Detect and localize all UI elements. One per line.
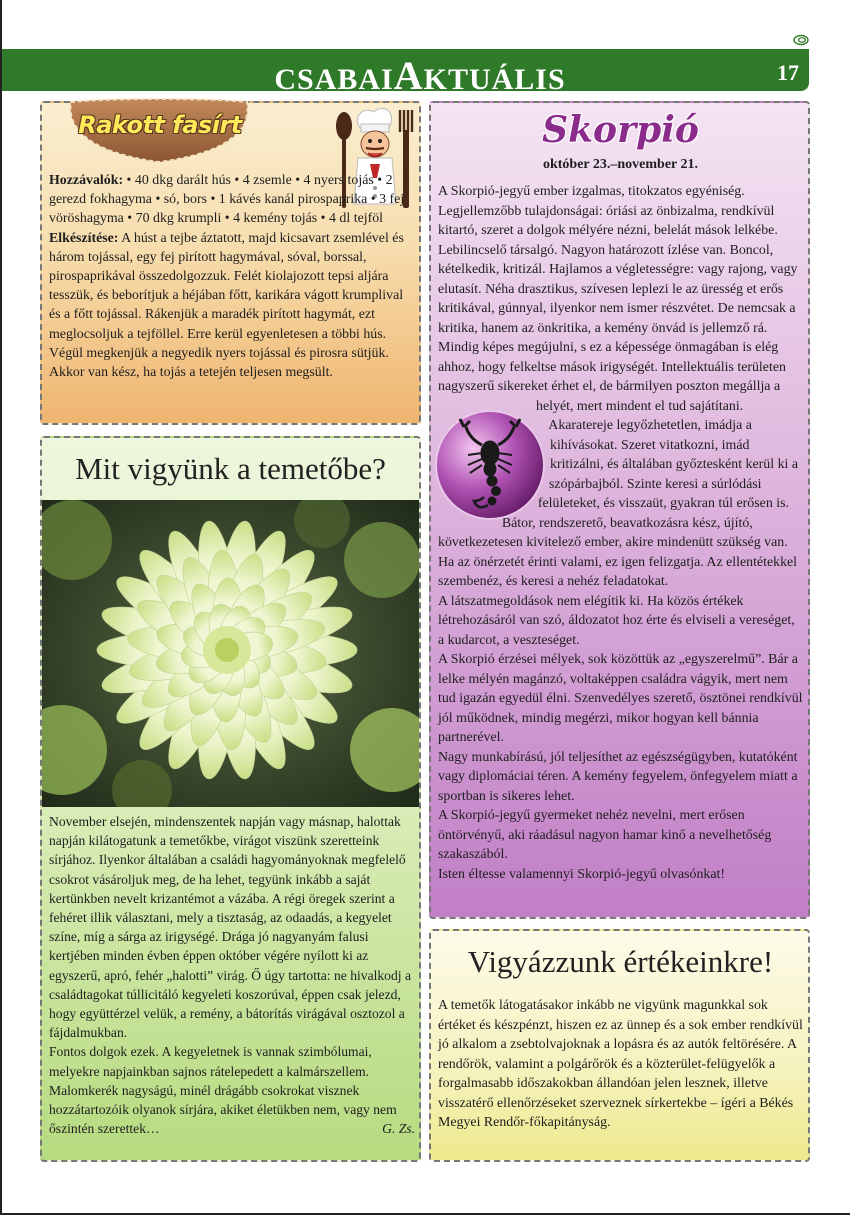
values-text: A temetők látogatásakor inkább ne vigyünk magunkkal sok értéket és készpénzt, hiszen ez az ünnep és a sok ember rendkívül jó alkalom a zsebtolvajoknak a lopásra és az autók feltörésére. A rendőrök, valamint a polgárőrök és a közterület-felügyelők a forgalmasabb időszakokban állandóan jelen lesznek, illetve visszatérő ellenőrzéseket szerveznek sírkertekbe – ígéri a Békés Megyei Rendőr-főkapitányság. xyxy=(438,998,803,1130)
scorpio-text xyxy=(438,182,803,884)
recipe-title: Rakott fasírt xyxy=(78,111,242,139)
recipe-text xyxy=(49,171,415,382)
scorpio-date-range: október 23.–november 21. xyxy=(542,157,699,172)
spiral-ornament-icon xyxy=(792,32,810,46)
recipe-ingredients xyxy=(49,171,415,229)
chrysanthemum-photo xyxy=(42,500,419,807)
ingredients-text: • 40 dkg darált hús • 4 zsemle • 4 nyers tojás • 2 gerezd fokhagyma • só, bors • 1 kávés kanál pirospaprika • 3 fej vöröshagyma • 70 dkg krumpli • 4 kemény tojás • 4 dl tejföl xyxy=(49,173,405,227)
method-label: Elkészítése: xyxy=(49,230,119,246)
scorpio-paragraph-2: A látszatmegoldások nem elégítik ki. Ha közös értékek létrehozásáról van szó, áldozatot hoz érte és elviseli a vereséget, a kudarcot, a veszteséget. xyxy=(438,593,795,648)
scorpio-paragraph-1 xyxy=(438,182,803,592)
cemetery-title: Mit vigyünk a temetőbe? xyxy=(75,451,386,486)
method-text: A húst a tejbe áztatott, majd kicsavart zsemlével és három tojással, egy fej pirított hagymával, sóval, borssal, pirospaprikával összedolgozzuk. Felét kiolajozott tepsi aljára tesszük, és beborítjuk a héjában főtt, karikára vágott krumplival és a főtt tojással. Rákenjük a maradék pirított hagymát, ezt meglocsoljuk a tejföllel. Erre kerül egyenletesen a többi hús. Végül megkenjük a negyedik nyers tojással és pirosra sütjük. Akkor van kész, ha tojás a tetején teljesen megsült. xyxy=(49,230,404,381)
scorpio-title: Skorpió xyxy=(542,109,699,151)
scorpio-paragraph-5: A Skorpió-jegyű gyermeket nehéz nevelni, mert erősen öntörvényű, aki ráadásul nagyon hamar kinő a nevelhetőség szakaszából. xyxy=(438,808,772,862)
magazine-title: CSABAIAKTUÁLIS xyxy=(274,53,566,98)
cemetery-paragraph-1: November elsején, mindenszentek napján vagy másnap, halottak napján kilátogatunk a temetőkbe, virágot viszünk szeretteink sírjához. Ilyenkor általában a családi hagyományoknak megfelelő csokrot vásároljuk meg, de ha lehet, tegyünk inkább a saját kertünkben nevelt krizantémot a vázába. A régi öregek szerint a fehéret illik választani, mely a tisztaság, az odaadás, a kegyelet színe, míg a sárga az irigységé. Drága jó nagyanyám falusi kertjében minden évben éppen október végére nyílott ki az egyszerű, apró, fehér „halotti” virág. Ő úgy tartotta: ne hivalkodj a családtagokat túllicitáló kegyeleti koszorúval, éppen csak jelezd, hogy együttérzel velük, a remény, a bátorítás virágával osztozol a fájdalmukban. xyxy=(49,814,411,1041)
scorpio-paragraph-3: A Skorpió érzései mélyek, sok közöttük az „egyszerelmű”. Bár a lelke mélyén magánzó, voltaképpen családra vágyik, mert nem tud igazán egyedül élni. Szenvedélyes szerető, ösztönei rendkívül jól működnek, mindig megérzi, mikor hogyan kell bánnia partnerével. xyxy=(438,652,803,745)
page-number: 17 xyxy=(777,60,799,85)
scorpio-paragraph-6: Isten éltesse valamennyi Skorpió-jegyű olvasónkat! xyxy=(438,866,726,882)
scorpio-paragraph-1-text: A Skorpió-jegyű ember izgalmas, titokzatos egyéniség. Legjellemzőbb tulajdonságai: óriási az önbizalma, rendkívül kitartó, szeret a dolgok mélyére nézni, belelát mások lelkébe. Lebilincselő társalgó. Nagyon határozott ízlése van. Boncol, kételkedik, kritizál. Hajlamos a végletességre: vagy rajong, vagy elutasít. Néha drasztikus, szívesen leplezi le az üresség et erős kritikával, gúnnyal, ilyenkor nem ismer részvétet. De nemcsak a kritika, hanem az önkritika, a kemény önvád is jellemző rá. Mindig képes megújulni, s ez a képessége önmagában is elég ahhoz, hogy felkeltse mások irigységét. Intellektuális területen nagyszerű sikereket érhet el, de bármilyen poszton megállja a helyét, mert mindent el tud sajátítani. Akaratereje legyőzhetetlen, imádja a kihívásokat. Szeret vitatkozni, imád kritizálni, és általában győztesként kerül ki a szópárbajból. Szinte keresi a súrlódási felületeket, és visszaüt, gyakran túl erősen is. Bátor, rendszerető, beavatkozásra kész, újító, következetesen kivitelező ember, akire mindenütt szükség van. Ha az önérzetét érinti valami, ez igen felizgatja. Az ellentétekkel szembenéz, és keresi a nehéz feladatokat. xyxy=(438,184,799,589)
scorpion-icon xyxy=(434,409,546,521)
scorpio-paragraph-4: Nagy munkabírású, jól teljesíthet az egészségügyben, kutatóként vagy diplomáciai téren. A kemény fegyelem, önfegyelem miatt a sportban is sikeres lehet. xyxy=(438,749,798,804)
cemetery-paragraph-2 xyxy=(49,1042,415,1138)
author-signature: G. Zs. xyxy=(382,1121,415,1137)
ingredients-label: Hozzávalók: xyxy=(49,173,124,188)
cemetery-paragraph-2-text: Fontos dolgok ezek. A kegyeletnek is vannak szimbólumai, melyekre napjainkban sajnos rátelepedett a kalmárszellem. Malomkerék nagyságú, minél drágább csokrokat visznek hozzátartozóik olyanok sírjára, akiket életükben nem, vagy nem őszintén szerettek… xyxy=(49,1044,397,1137)
values-title: Vigyázzunk értékeinkre! xyxy=(467,944,774,979)
background-foliage xyxy=(344,522,419,598)
cemetery-text xyxy=(49,812,415,1138)
recipe-method xyxy=(49,229,415,383)
